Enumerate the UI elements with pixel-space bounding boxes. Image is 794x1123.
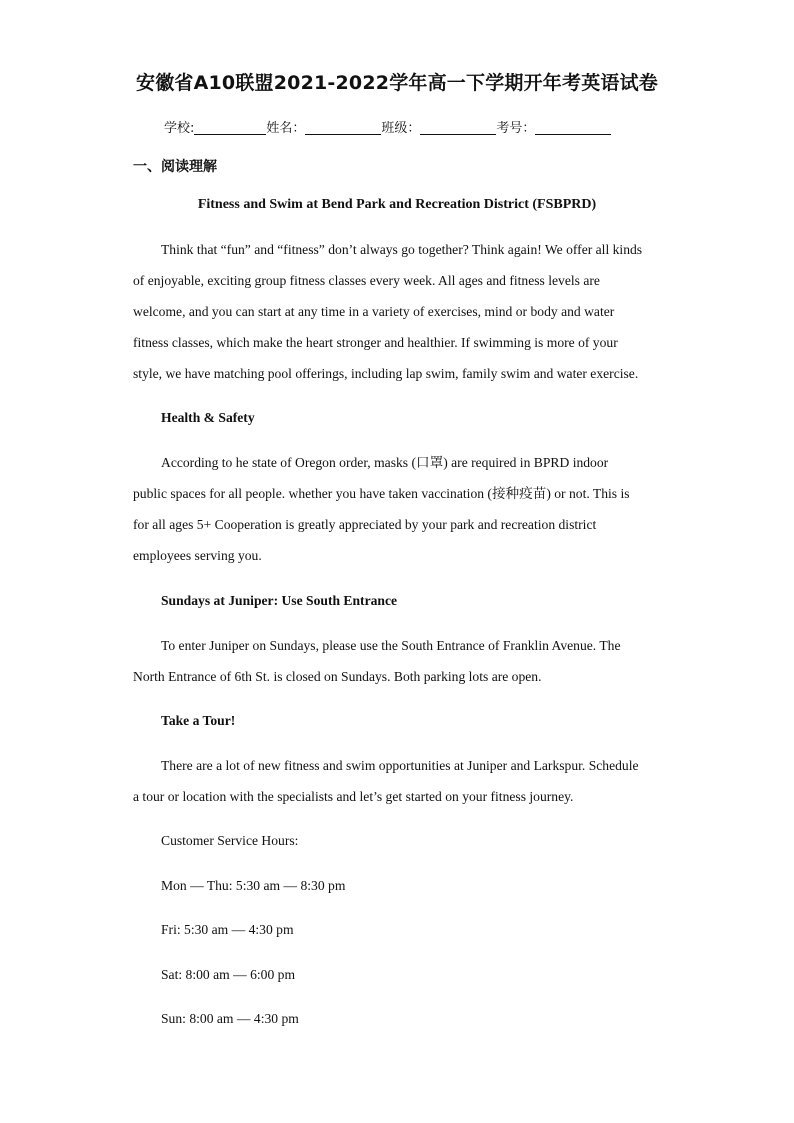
name-label: 姓名：: [266, 121, 306, 136]
text-line: of enjoyable, exciting group fitness classes every week. All ages and fitness levels are: [133, 273, 600, 288]
text-line: for all ages 5+ Cooperation is greatly appreciated by your park and recreation district: [133, 517, 597, 532]
sundays-heading: Sundays at Juniper: Use South Entrance: [161, 593, 398, 608]
class-label: 班级：: [381, 121, 421, 136]
text-line: a tour or location with the specialists and let’s get started on your fitness journey.: [133, 789, 574, 804]
hours-line: Sun: 8:00 am — 4:30 pm: [161, 1011, 299, 1026]
class-blank: [420, 120, 496, 135]
health-heading: Health & Safety: [161, 410, 255, 425]
hours-line: Mon — Thu: 5:30 am — 8:30 pm: [161, 878, 346, 893]
text-line: style, we have matching pool offerings, including lap swim, family swim and water exercise.: [133, 366, 639, 381]
number-blank: [535, 120, 611, 135]
school-label: 学校:: [164, 121, 195, 136]
text-line: public spaces for all people. whether you have taken vaccination (接种疫苗) or not. This is: [133, 486, 630, 501]
hours-label: Customer Service Hours:: [161, 833, 299, 848]
text-line: Think that “fun” and “fitness” don’t always go together? Think again! We offer all kinds: [161, 242, 643, 257]
text-line: fitness classes, which make the heart stronger and healthier. If swimming is more of your: [133, 335, 618, 350]
name-blank: [305, 120, 381, 135]
exam-title: 安徽省A10联盟2021-2022学年高一下学期开年考英语试卷: [136, 72, 658, 94]
text-line: There are a lot of new fitness and swim opportunities at Juniper and Larkspur. Schedule: [161, 758, 639, 773]
tour-paragraph: [133, 750, 661, 812]
tour-heading: Take a Tour!: [161, 713, 236, 728]
intro-paragraph: [133, 234, 661, 389]
text-line: welcome, and you can start at any time in a variety of exercises, mind or body and water: [133, 304, 615, 319]
text-line: employees serving you.: [133, 548, 262, 563]
section-heading: 一、阅读理解: [133, 159, 217, 175]
text-line: According to he state of Oregon order, masks (口罩) are required in BPRD indoor: [161, 455, 609, 470]
health-paragraph: [133, 447, 661, 571]
school-blank: [194, 120, 266, 135]
hours-line: Sat: 8:00 am — 6:00 pm: [161, 967, 296, 982]
number-label: 考号：: [496, 121, 536, 136]
text-line: North Entrance of 6th St. is closed on Sundays. Both parking lots are open.: [133, 669, 542, 684]
text-line: To enter Juniper on Sundays, please use the South Entrance of Franklin Avenue. The: [161, 638, 621, 653]
passage-title: Fitness and Swim at Bend Park and Recreation District (FSBPRD): [197, 197, 597, 212]
hours-line: Fri: 5:30 am — 4:30 pm: [161, 922, 294, 937]
sundays-paragraph: [133, 630, 661, 692]
student-info-row: [164, 117, 611, 136]
